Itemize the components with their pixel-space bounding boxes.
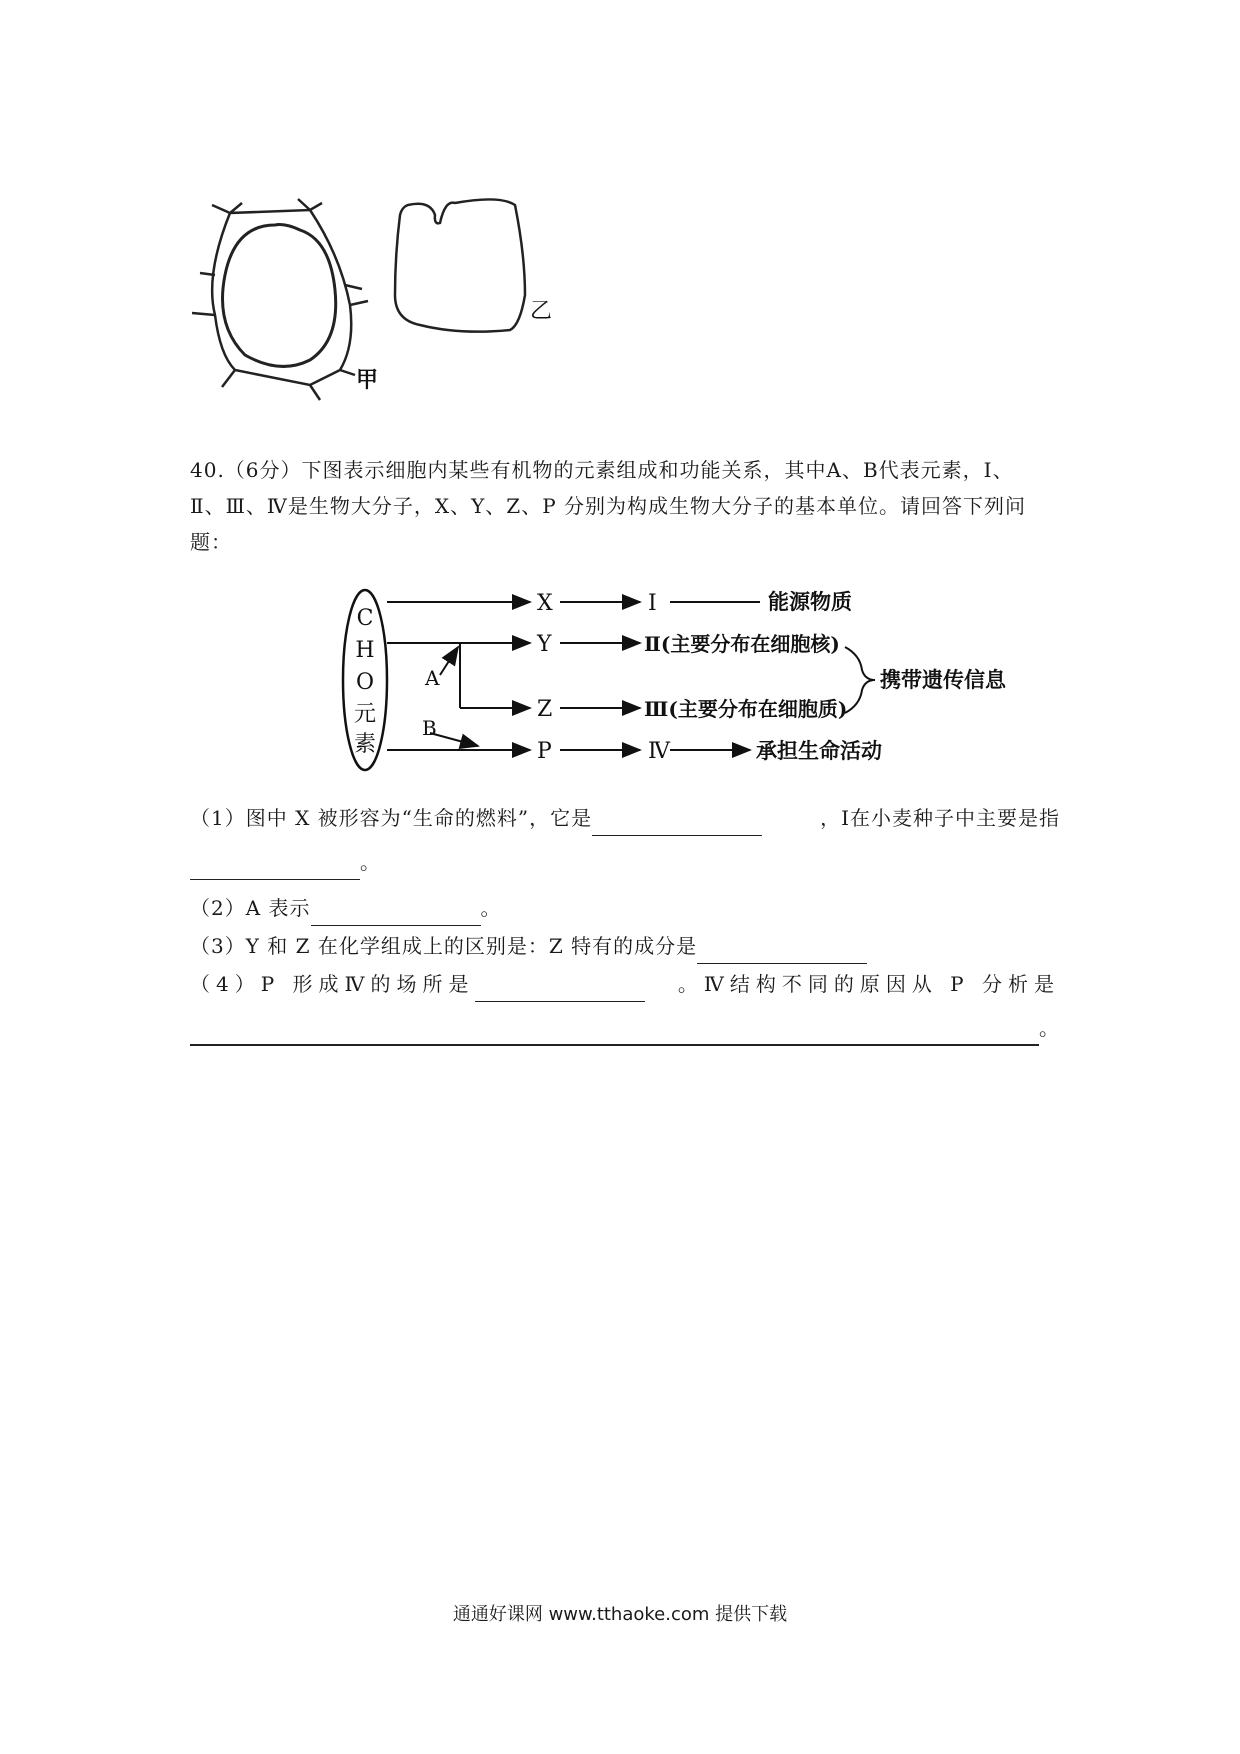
footer-text: 通通好课网 www.tthaoke.com 提供下载 [452,1604,788,1625]
q1-text-b: ，Ⅰ在小麦种子中主要是指 [820,806,1060,830]
q4-line-2 [190,1010,1060,1046]
arrow-a [440,647,458,675]
label-energy: 能源物质 [768,589,852,614]
q1-end: 。 [360,850,381,874]
node-i: Ⅰ [648,591,657,616]
label-jia: 甲 [356,367,379,393]
cell-figure [190,195,630,405]
oval-char-o: O [355,670,375,695]
q2-line [190,890,1060,926]
label-b: B [422,716,437,740]
intro-line-2: Ⅱ、Ⅲ、Ⅳ是生物大分子，X、Y、Z、P 分别为构成生物大分子的基本单位。请回答下列问 [190,494,1027,518]
oval-char-yuan: 元 [353,702,377,727]
q3-blank[interactable] [697,941,867,964]
q1-blank-2[interactable] [190,857,360,880]
intro-line-3: 题： [190,530,232,554]
q4-text-b: 。Ⅳ结构不同的原因从 P 分析是 [677,972,1060,996]
q2-text: （2）A 表示 [190,896,311,920]
q1-text-a: （1）图中 X 被形容为“生命的燃料”，它是 [190,806,593,830]
label-genetic: 携带遗传信息 [880,667,1006,692]
genetic-brace [845,647,875,713]
q2-end: 。 [480,896,502,920]
q4-end: 。 [1039,1016,1060,1040]
intro-text-1: 下图表示细胞内某些有机物的元素组成和功能关系，其中A、B代表元素，Ⅰ、 [301,458,1014,482]
question-intro [190,452,1060,560]
q4-blank-2[interactable] [190,1022,1039,1046]
q4-text-a: （4）P 形成Ⅳ的场所是 [190,972,475,996]
node-iii: Ⅲ(主要分布在细胞质) [644,697,848,721]
q1-line-1 [190,800,1060,836]
q1-line-2 [190,844,1060,880]
label-life: 承担生命活动 [756,738,882,763]
node-z: Z [537,697,553,722]
q4-blank-1[interactable] [475,979,645,1002]
node-ii: Ⅱ(主要分布在细胞核) [644,632,840,656]
q4-line-1 [190,966,1060,1002]
q3-line [190,928,1060,964]
node-x: X [537,591,553,616]
cell-jia-drawing [192,199,368,400]
oval-char-c: C [356,606,374,631]
node-y: Y [537,632,552,657]
arrow-b [430,733,478,746]
node-p: P [537,739,552,764]
label-a: A [425,666,440,690]
intro-line-1 [190,452,1060,488]
subquestions [190,800,1060,1046]
cell-yi-drawing [395,199,525,331]
q1-blank-1[interactable] [592,813,762,836]
oval-char-su: 素 [353,732,377,757]
relationship-diagram [330,575,1010,785]
q3-text: （3）Y 和 Z 在化学组成上的区别是：Z 特有的成分是 [190,934,698,958]
label-yi: 乙 [530,299,553,324]
q2-blank[interactable] [311,903,481,926]
footer [0,1600,1240,1626]
node-iv: Ⅳ [648,739,670,764]
oval-char-h: H [355,638,375,663]
question-number: 40.（6分） [190,458,302,482]
